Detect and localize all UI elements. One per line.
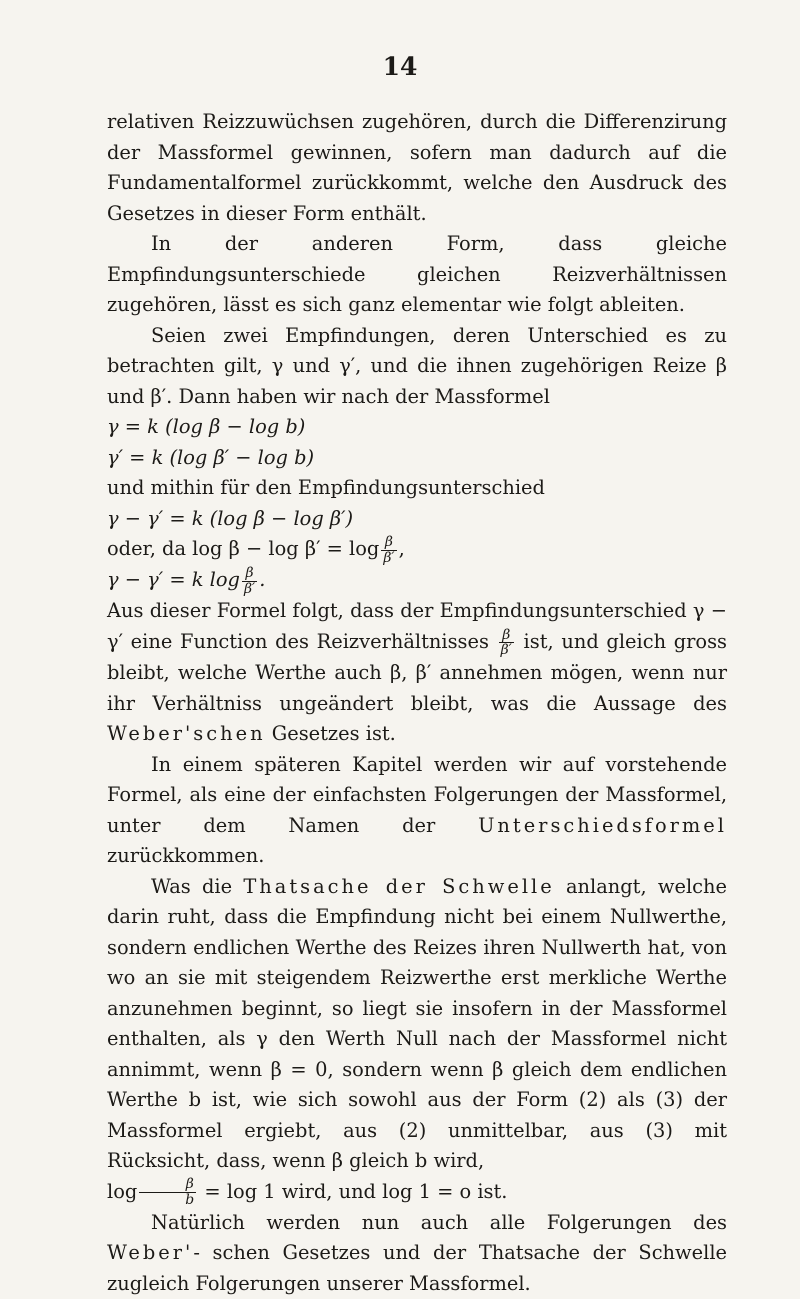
fraction-denominator: β′	[383, 549, 395, 566]
p6-log-text: log	[107, 1179, 138, 1203]
fraction-denominator: β′	[500, 642, 512, 659]
p6-text-b: anlangt, welche darin ruht, dass die Empfindung nicht bei einem Nullwerthe, sondern endlichen Werthe des Reizes ihren Nullwerth hat, von wo an sie mit steigendem Reizwerthe erst merkliche Werthe anzunehmen beginnt, so liegt sie insofern in der Massformel enthalten, als γ den Werth Null nach der Massformel nicht annimmt, wenn β = 0, sondern wenn β gleich dem endlichen Werthe b ist, wie sich sowohl aus der Form (2) als (3) der Massformel ergiebt, aus (2) unmittelbar, aus (3) mit Rücksicht, dass, wenn β gleich b wird,	[107, 874, 727, 1173]
formula-3: γ − γ′ = k (log β − log β′)	[107, 506, 354, 530]
formula-4-period: .	[259, 568, 266, 592]
thatsache-schwelle-term: Thatsache der Schwelle	[243, 874, 555, 898]
paragraph-1: relativen Reizzuwüchsen zugehören, durch die Differenzirung der Massformel gewinnen, sofern man dadurch auf die Fundamentalformel zurückkommt, welche den Ausdruck des Gesetzes in dieser Form enthält.	[107, 110, 727, 225]
p6-text-a: Was die	[151, 874, 233, 898]
line-oder	[107, 534, 727, 565]
p4-text-a: Aus dieser Formel folgt, dass der Empfindungsunterschied γ − γ′ eine Function des Reizverhältnisses	[107, 599, 727, 653]
paragraph-2: In der anderen Form, dass gleiche Empfindungsunterschiede gleichen Reizverhältnissen zugehören, lässt es sich ganz elementar wie folgt ableiten.	[107, 232, 727, 316]
oder-comma: ,	[398, 537, 405, 560]
paragraph-6	[107, 872, 727, 1208]
p7-text-b: schen Gesetzes und der Thatsache der Schwelle zugleich Folgerungen unserer Massformel.	[107, 1241, 728, 1295]
fraction-beta	[381, 535, 396, 565]
paragraph-5	[107, 750, 727, 872]
formula-4-text: γ − γ′ = k log	[107, 568, 240, 592]
p5-text-a: In einem späteren Kapitel werden wir auf vorstehende Formel, als eine der einfachsten Folgerungen der Massformel, unter dem Namen der	[107, 752, 727, 837]
paragraph-3: Seien zwei Empfindungen, deren Unterschied es zu betrachten gilt, γ und γ′, und die ihnen zugehörigen Reize β und β′. Dann haben wir nach der Massformel	[107, 323, 727, 408]
fraction-numerator: β	[381, 535, 396, 551]
p7-text-a: Natürlich werden nun auch alle Folgerungen des	[151, 1210, 727, 1234]
p4-text-c: Gesetzes ist.	[271, 722, 396, 746]
fraction-numerator: β	[242, 566, 257, 582]
p7-hyphen: -	[193, 1241, 200, 1265]
p5-text-b: zurückkommen.	[107, 844, 265, 868]
fraction-beta-b	[139, 1177, 196, 1207]
unterschiedsformel-term: Unterschiedsformel	[478, 813, 727, 837]
line-mithin: und mithin für den Empfindungsunterschied	[107, 476, 545, 499]
fraction-numerator: β	[499, 628, 514, 644]
fraction-numerator: β	[139, 1177, 196, 1193]
fraction-denominator: β′	[243, 580, 256, 597]
paragraph-4	[107, 596, 727, 749]
fraction-denominator: b	[185, 1192, 195, 1209]
p6-text-c: = log 1 wird, und log 1 = o ist.	[204, 1179, 508, 1203]
weber-name-2: Weber'	[107, 1241, 194, 1265]
fraction-reizverhaeltnis	[499, 628, 514, 658]
paragraph-7	[107, 1208, 727, 1299]
p4-text-b: ist, und gleich gross bleibt, welche Werthe auch β, β′ annehmen mögen, wenn nur ihr Verhältniss ungeändert bleibt, was die Aussage des	[107, 629, 727, 715]
text-block-top	[107, 107, 727, 1299]
formula-1: γ = k (log β − log b)	[107, 415, 306, 438]
formula-4	[107, 565, 727, 596]
page-number: 14	[382, 52, 418, 81]
formula-2: γ′ = k (log β′ − log b)	[107, 445, 315, 469]
weber-name: Weber'schen	[107, 722, 266, 746]
fraction-beta-2	[242, 566, 257, 596]
oder-text: oder, da log β − log β′ = log	[107, 537, 380, 560]
